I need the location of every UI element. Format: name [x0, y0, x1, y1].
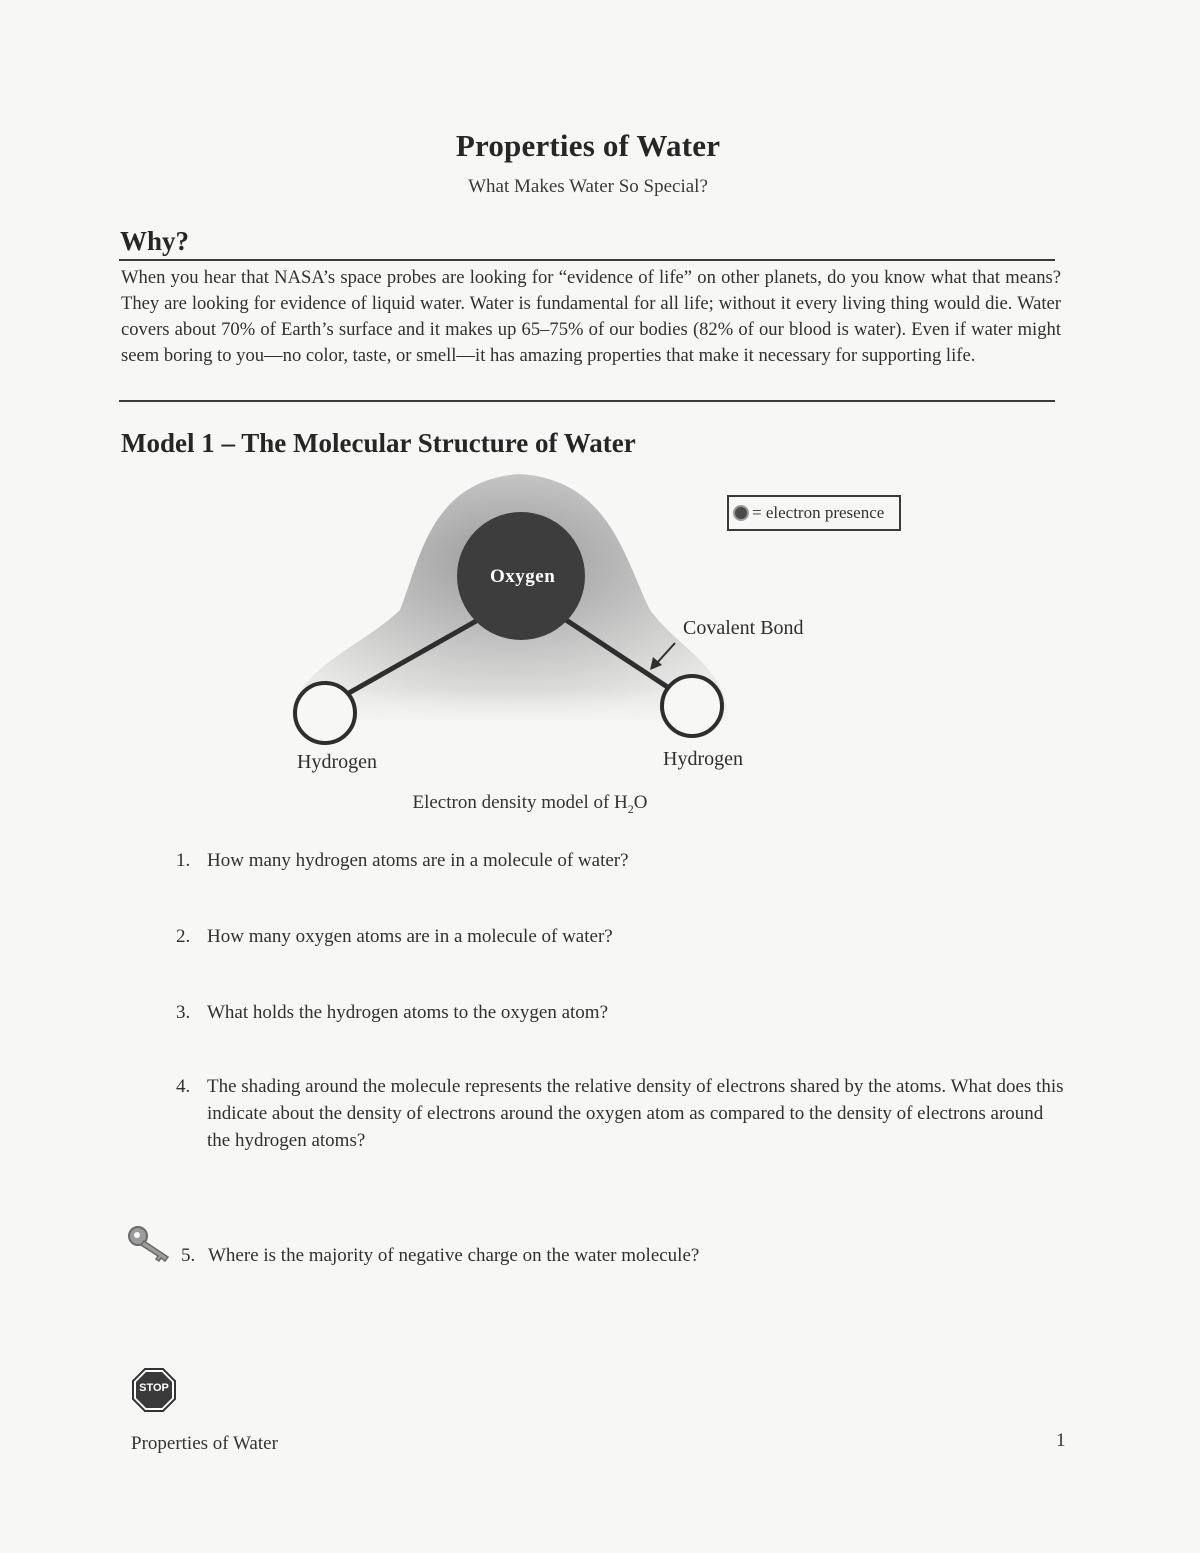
legend-box — [727, 495, 901, 531]
question-number: 4. — [176, 1076, 191, 1097]
question-3 — [176, 999, 1066, 1026]
question-number: 1. — [176, 850, 191, 871]
question-text: How many hydrogen atoms are in a molecule of water? — [207, 850, 629, 871]
page-title: Properties of Water — [455, 128, 721, 163]
model1-heading: Model 1 – The Molecular Structure of Water — [121, 428, 636, 458]
water-molecule-diagram — [0, 460, 1200, 800]
page-number: 1 — [1056, 1430, 1066, 1451]
question-text: Where is the majority of negative charge on the water molecule? — [208, 1245, 700, 1266]
page-subtitle: What Makes Water So Special? — [468, 176, 708, 197]
question-number: 2. — [176, 926, 191, 947]
oxygen-label: Oxygen — [490, 566, 556, 587]
stop-icon — [132, 1368, 176, 1412]
caption-subscript: 2 — [627, 801, 634, 816]
question-5 — [181, 1242, 1071, 1269]
caption-end: O — [633, 792, 648, 813]
caption-main: Electron density model of H — [412, 792, 628, 813]
question-1 — [176, 847, 1066, 874]
question-4 — [176, 1073, 1066, 1154]
covalent-bond-label: Covalent Bond — [683, 617, 804, 639]
question-text: How many oxygen atoms are in a molecule of water? — [207, 926, 613, 947]
hydrogen-left-label: Hydrogen — [297, 751, 377, 773]
question-text: The shading around the molecule represents the relative density of electrons shared by the atoms. What does this indicate about the density of electrons around the oxygen atom as compared to the density of electrons around the hydrogen atoms? — [207, 1076, 1064, 1151]
hydrogen-right-label: Hydrogen — [663, 748, 743, 770]
hydrogen-atom-left — [295, 683, 355, 743]
legend-text: = electron presence — [752, 503, 885, 522]
question-number: 5. — [181, 1245, 196, 1266]
question-text: What holds the hydrogen atoms to the oxygen atom? — [207, 1002, 609, 1023]
footer-title: Properties of Water — [131, 1433, 278, 1454]
question-2 — [176, 923, 1066, 950]
why-bottom-rule — [119, 400, 1055, 402]
diagram-caption — [0, 792, 1060, 817]
key-icon — [126, 1224, 174, 1264]
why-heading: Why? — [120, 226, 190, 256]
why-top-rule — [119, 259, 1055, 261]
why-paragraph: When you hear that NASA’s space probes are looking for “evidence of life” on other planets, do you know what that means? They are looking for evidence of liquid water. Water is fundamental for all life; without it every living thing would die. Water covers about 70% of Earth’s surface and it makes up 65–75% of our bodies (82% of our blood is water). Even if water might seem boring to you—no color, taste, or smell—it has amazing properties that make it necessary for supporting life. — [121, 267, 1061, 366]
hydrogen-atom-right — [662, 676, 722, 736]
question-number: 3. — [176, 1002, 191, 1023]
electron-dot-icon — [735, 507, 747, 519]
stop-label: STOP — [139, 1382, 169, 1394]
